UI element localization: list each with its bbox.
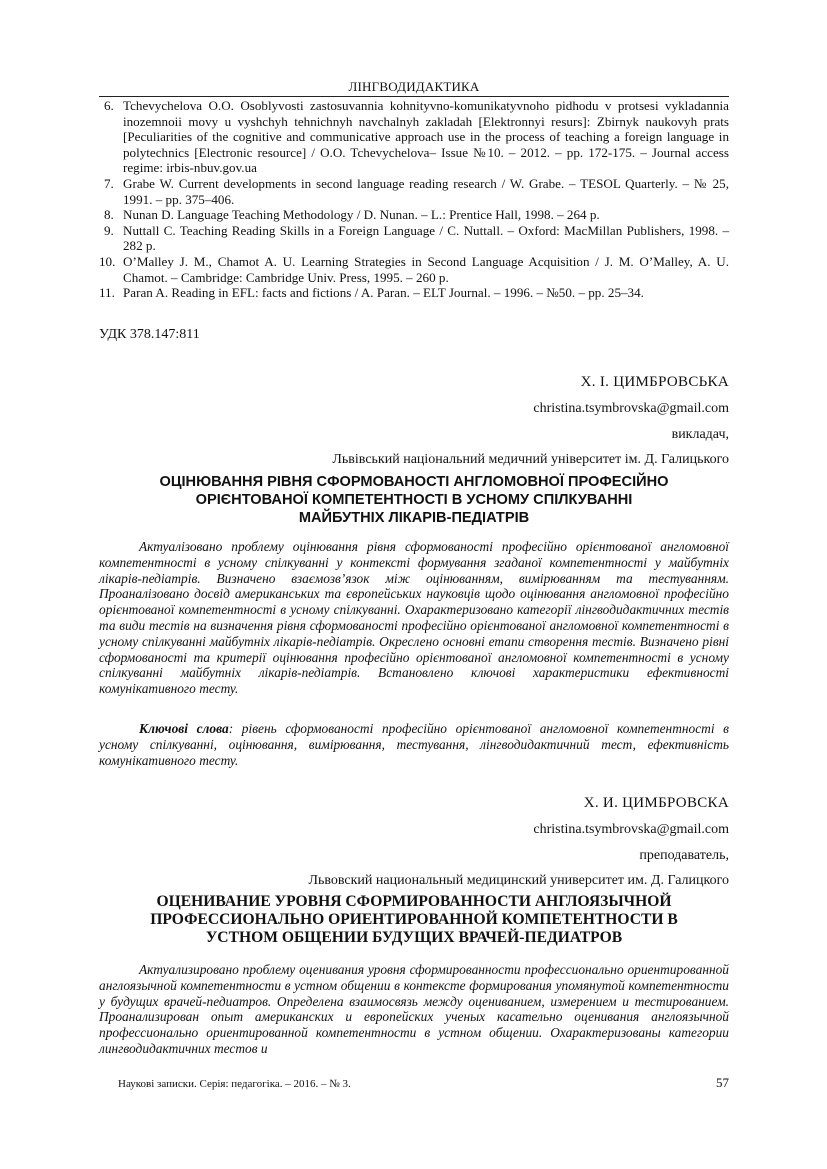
running-head: ЛІНГВОДИДАКТИКА bbox=[348, 79, 480, 94]
reference-number: 8. bbox=[104, 207, 114, 223]
reference-number: 6. bbox=[104, 98, 114, 113]
reference-number: 11. bbox=[99, 285, 115, 301]
reference-item bbox=[99, 285, 729, 301]
reference-text: Tchevychelova O.O. Osoblyvosti zastosuvannia kohnityvno-komunikatyvnoho pidhodu v protsesi vykladannia inozemnoii movy u vyshchyh tehnichnyh navchalnyh zakladah [Elektronnyi resurs]: Zbirnyk naukovyh prats [Peculiarities of the cognitive and communicative approach use in the process of teaching a foreign language in polytechnics [Electronic resource] / O.O. Tchevychelova– Issue №10. – 2012. – pp. 172-175. – Journal access regime: irbis-nbuv.gov.ua bbox=[123, 98, 729, 176]
reference-item bbox=[99, 176, 729, 207]
reference-text: Nuttall C. Teaching Reading Skills in a Foreign Language / C. Nuttall. – Oxford: MacMillan Publishers, 1998. – 282 p. bbox=[123, 222, 729, 254]
page-number: 57 bbox=[716, 1075, 729, 1090]
reference-number: 10. bbox=[99, 253, 116, 269]
footer-journal: Наукові записки. Серія: педагогіка. – 2016. – № 3. bbox=[118, 1078, 351, 1090]
reference-text: O’Malley J. M., Chamot A. U. Learning Strategies in Second Language Acquisition / J. M. O’Malley, A. U. Chamot. – Cambridge: Cambridge Univ. Press, 1995. – 260 p. bbox=[123, 253, 729, 285]
title-line: ПРОФЕССИОНАЛЬНО ОРИЕНТИРОВАННОЙ КОМПЕТЕНТНОСТИ В bbox=[150, 911, 678, 928]
title-line: УСТНОМ ОБЩЕНИИ БУДУЩИХ ВРАЧЕЙ-ПЕДИАТРОВ bbox=[205, 929, 623, 946]
author-affiliation-uk: Львівський національний медичний університет ім. Д. Галицького bbox=[332, 452, 729, 467]
author-name-uk: Х. І. ЦИМБРОВСЬКА bbox=[580, 374, 729, 390]
reference-text: Paran A. Reading in EFL: facts and fictions / A. Paran. – ELT Journal. – 1996. – №50. – pp. 25–34. bbox=[123, 285, 644, 301]
udk-code: УДК 378.147:811 bbox=[99, 327, 200, 342]
article-title-uk bbox=[99, 473, 729, 527]
reference-item bbox=[99, 254, 729, 285]
keywords-text: : рівень сформованості професійно орієнтованої англомовної компетентності в усному спілкуванні, оцінювання, вимірювання, тестування, лінгводидактичний тест, ефективність комунікативного тесту. bbox=[99, 721, 729, 768]
title-line: ОЦЕНИВАНИЕ УРОВНЯ СФОРМИРОВАННОСТИ АНГЛОЯЗЫЧНОЙ bbox=[156, 893, 672, 910]
article-title-ru bbox=[99, 893, 729, 947]
title-line: МАЙБУТНІХ ЛІКАРІВ-ПЕДІАТРІВ bbox=[298, 510, 530, 526]
author-position-ru: преподаватель, bbox=[639, 848, 729, 863]
reference-number: 9. bbox=[104, 222, 114, 238]
keywords-uk bbox=[99, 721, 729, 768]
author-email-ru: christina.tsymbrovska@gmail.com bbox=[533, 822, 729, 837]
title-line: ОРІЄНТОВАНОЇ КОМПЕТЕНТНОСТІ В УСНОМУ СПІЛКУВАННІ bbox=[195, 492, 633, 508]
header-rule bbox=[99, 96, 729, 97]
reference-text: Nunan D. Language Teaching Methodology / D. Nunan. – L.: Prentice Hall, 1998. – 264 p. bbox=[123, 207, 600, 223]
reference-item bbox=[99, 207, 729, 223]
author-position-uk: викладач, bbox=[671, 427, 729, 442]
reference-text: Grabe W. Current developments in second language reading research / W. Grabe. – TESOL Quarterly. – № 25, 1991. – pp. 375–406. bbox=[123, 175, 729, 207]
abstract-uk: Актуалізовано проблему оцінювання рівня сформованості професійно орієнтованої англомовної компетентності в усному спілкуванні у контексті формування згаданої компетентності у майбутніх лікарів-педіатрів. Визначено взаємозв’язок між оцінюванням, вимірюванням та тестуванням. Проаналізовано досвід американських та європейських науковців щодо оцінювання англомовної професійно орієнтованої компетентності в усному спілкуванні. Охарактеризовано категорії лінгводидактичних тестів та види тестів на визначення рівня сформованості професійно орієнтованої англомовної компетентності в усному спілкуванні майбутніх лікарів-педіатрів. Окреслено основні етапи створення тестів. Визначено рівні сформованості та критерії оцінювання професійно орієнтованої англомовної компетентності в усному спілкуванні майбутніх лікарів-педіатрів. Встановлено ключові характеристики ефективності комунікативного тесту. bbox=[99, 539, 729, 697]
reference-list bbox=[99, 98, 729, 301]
reference-number: 7. bbox=[104, 175, 114, 191]
reference-item bbox=[99, 98, 729, 176]
author-name-ru: Х. И. ЦИМБРОВСКА bbox=[583, 795, 729, 811]
title-line: ОЦІНЮВАННЯ РІВНЯ СФОРМОВАНОСТІ АНГЛОМОВНОЇ ПРОФЕСІЙНО bbox=[159, 474, 669, 490]
abstract-ru: Актуализировано проблему оценивания уровня сформированности профессионально ориентированной англоязычной компетентности в устном общении в контексте формирования упомянутой компетентности у будущих врачей-педиатров. Определена взаимосвязь между оцениванием, измерением и тестированием. Проанализирован опыт американских и европейских ученых касательно оценивания англоязычной профессионально ориентированной компетентности в устном общении. Охарактеризованы категории лингводидактичних тестов и bbox=[99, 962, 729, 1056]
keywords-label: Ключові слова bbox=[139, 721, 229, 736]
author-email-uk: christina.tsymbrovska@gmail.com bbox=[533, 401, 729, 416]
author-affiliation-ru: Львовский национальный медицинский университет им. Д. Галицкого bbox=[308, 873, 729, 888]
reference-item bbox=[99, 223, 729, 254]
